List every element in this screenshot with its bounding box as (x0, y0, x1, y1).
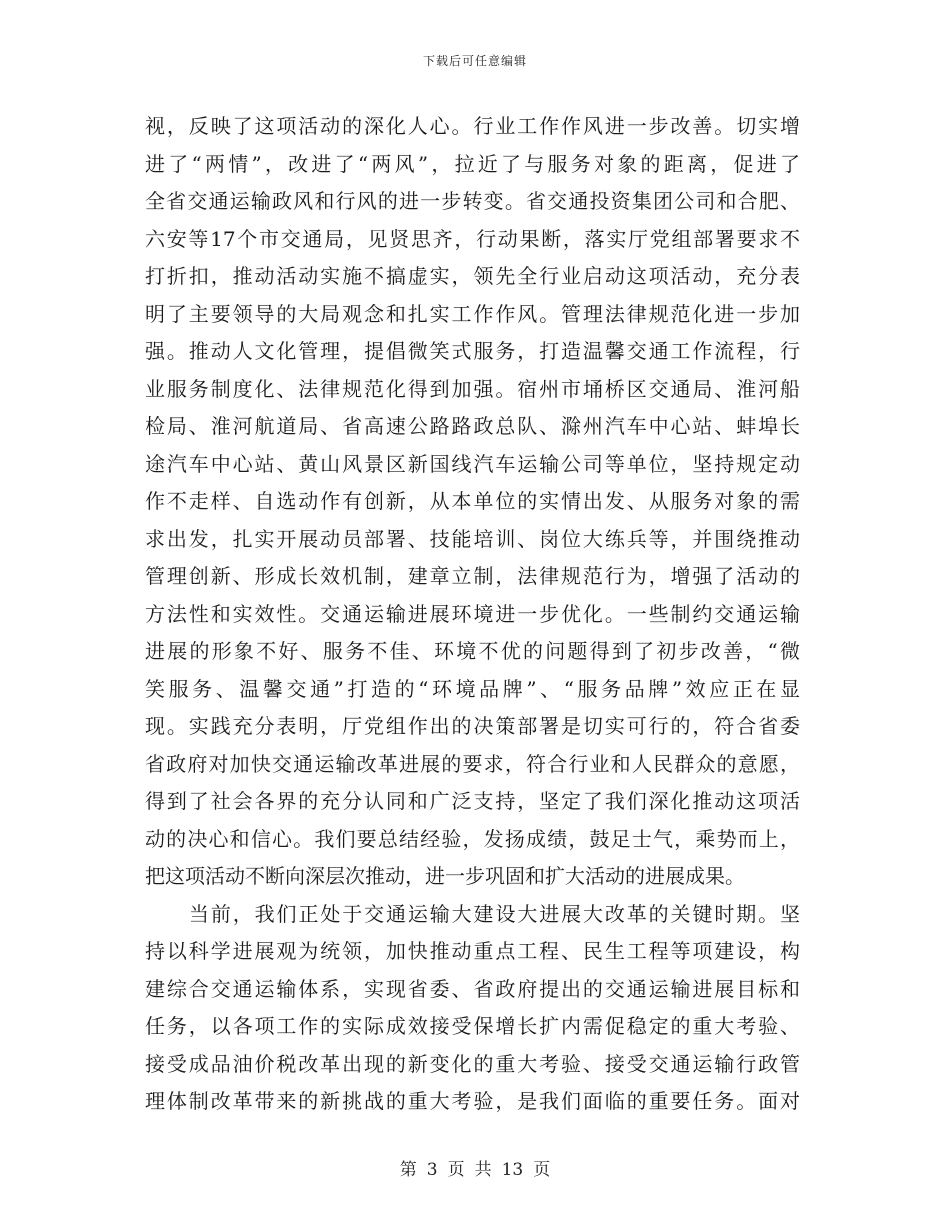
body-line: 作不走样、自选动作有创新，从本单位的实情出发、从服务对象的需 (145, 489, 800, 513)
body-line: 六安等17个市交通局，见贤思齐，行动果断，落实厅党组部署要求不 (145, 226, 800, 251)
body-line: 检局、淮河航道局、省高速公路路政总队、滁州汽车中心站、蚌埠长 (145, 414, 800, 438)
paragraph-first-line: 当前，我们正处于交通运输大建设大进展大改革的关键时期。坚 (189, 901, 800, 926)
body-line: 持以科学进展观为统领，加快推动重点工程、民生工程等项建设，构 (145, 939, 800, 963)
header-note: 下载后可任意编辑 (422, 54, 527, 68)
body-text (145, 108, 800, 1121)
body-line: 视，反映了这项活动的深化人心。行业工作作风进一步改善。切实增 (145, 114, 800, 138)
page-footer (0, 1155, 950, 1180)
body-line: 动的决心和信心。我们要总结经验，发扬成绩，鼓足士气，乘势而上， (145, 826, 800, 851)
body-line: 笑服务、温馨交通”打造的“环境品牌”、“服务品牌”效应正在显 (145, 676, 800, 701)
body-line: 管理创新、形成长效机制，建章立制，法律规范行为，增强了活动的 (145, 564, 800, 588)
footer-suffix: 页 (533, 1160, 551, 1180)
body-line: 建综合交通运输体系，实现省委、省政府提出的交通运输进展目标和 (145, 976, 800, 1001)
body-line: 求出发，扎实开展动员部署、技能培训、岗位大练兵等，并围绕推动 (145, 526, 800, 551)
body-line: 得到了社会各界的充分认同和广泛支持，坚定了我们深化推动这项活 (145, 789, 800, 813)
body-line: 接受成品油价税改革出现的新变化的重大考验、接受交通运输行政管 (145, 1051, 800, 1076)
body-line: 把这项活动不断向深层次推动，进一步巩固和扩大活动的进展成果。 (145, 864, 745, 888)
body-line: 途汽车中心站、黄山风景区新国线汽车运输公司等单位，坚持规定动 (145, 451, 800, 476)
body-line: 进了“两情”，改进了“两风”，拉近了与服务对象的距离，促进了 (145, 151, 800, 176)
body-line: 现。实践充分表明，厅党组作出的决策部署是切实可行的，符合省委 (145, 714, 800, 738)
body-line: 进展的形象不好、服务不佳、环境不优的问题得到了初步改善，“微 (145, 639, 800, 663)
body-line: 方法性和实效性。交通运输进展环境进一步优化。一些制约交通运输 (145, 601, 800, 626)
body-line: 明了主要领导的大局观念和扎实工作作风。管理法律规范化进一步加 (145, 301, 800, 326)
body-line: 任务，以各项工作的实际成效接受保增长扩内需促稳定的重大考验、 (145, 1014, 800, 1038)
footer-prefix: 第 (399, 1160, 417, 1180)
body-line: 全省交通运输政风和行风的进一步转变。省交通投资集团公司和合肥、 (145, 189, 800, 213)
footer-total-pages: 13 (501, 1160, 524, 1180)
footer-page-number: 3 (426, 1160, 438, 1180)
body-line: 业服务制度化、法律规范化得到加强。宿州市埇桥区交通局、淮河船 (145, 376, 800, 401)
footer-page-label: 页 (447, 1160, 465, 1180)
body-line: 强。推动人文化管理，提倡微笑式服务，打造温馨交通工作流程，行 (145, 339, 800, 363)
body-line: 理体制改革带来的新挑战的重大考验，是我们面临的重要任务。面对 (145, 1089, 800, 1113)
body-line: 省政府对加快交通运输改革进展的要求，符合行业和人民群众的意愿， (145, 751, 800, 776)
body-line: 打折扣，推动活动实施不搞虚实，领先全行业启动这项活动，充分表 (145, 264, 800, 288)
footer-total-label: 共 (474, 1160, 492, 1180)
